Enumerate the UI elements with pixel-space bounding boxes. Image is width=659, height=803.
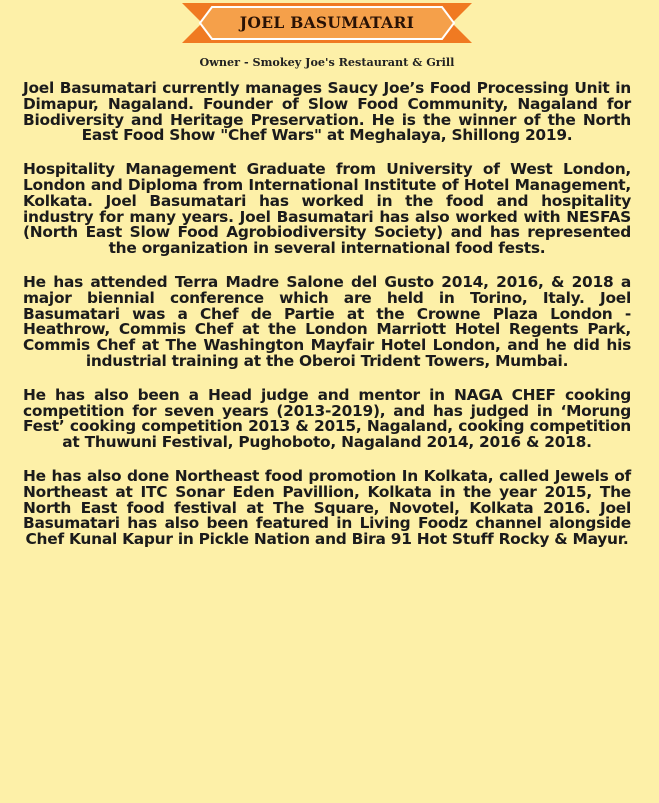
bio-paragraph-4: He has also been a Head judge and mentor in NAGA CHEF cooking competition for seven years (2013-2019), and has judged in ‘Morung Fest’ cooking competition 2013 & 2015, Nagaland, cooking competition at Thuwuni Festival, Pughoboto, Nagaland 2014, 2016 & 2018. (23, 385, 631, 452)
person-role-subtitle: Owner - Smokey Joe's Restaurant & Grill (199, 55, 455, 69)
bio-paragraph-5: He has also done Northeast food promotion In Kolkata, called Jewels of Northeast at ITC Sonar Eden Pavillion, Kolkata in the year 2015, The North East food festival at The Square, Novotel, Kolkata 2016. Joel Basumatari has also been featured in Living Foodz channel alongside Chef Kunal Kapur in Pickle Nation and Bira 91 Hot Stuff Rocky & Mayur. (23, 466, 631, 549)
bio-paragraph-3: He has attended Terra Madre Salone del Gusto 2014, 2016, & 2018 a major biennial conference which are held in Torino, Italy. Joel Basumatari was a Chef de Partie at the Crowne Plaza London - Heathrow, Commis Chef at the London Marriott Hotel Regents Park, Commis Chef at The Washington Mayfair Hotel London, and he did his industrial training at the Oberoi Trident Towers, Mumbai. (23, 272, 631, 370)
name-banner-wrap (23, 0, 631, 43)
bio-paragraph-1: Joel Basumatari currently manages Saucy Joe’s Food Processing Unit in Dimapur, Nagaland. Founder of Slow Food Community, Nagaland for Biodiversity and Heritage Preservation. He is the winner of the North East Food Show "Chef Wars" at Meghalaya, Shillong 2019. (23, 79, 631, 145)
name-banner (182, 3, 472, 43)
person-name-title: JOEL BASUMATARI (239, 13, 415, 32)
bio-paragraph-2: Hospitality Management Graduate from University of West London, London and Diploma from International Institute of Hotel Management, Kolkata. Joel Basumatari has worked in the food and hospitality industry for many years. Joel Basumatari has also worked with NESFAS (North East Slow Food Agrobiodiversity Society) and has represented the organization in several international food fests. (23, 160, 631, 258)
